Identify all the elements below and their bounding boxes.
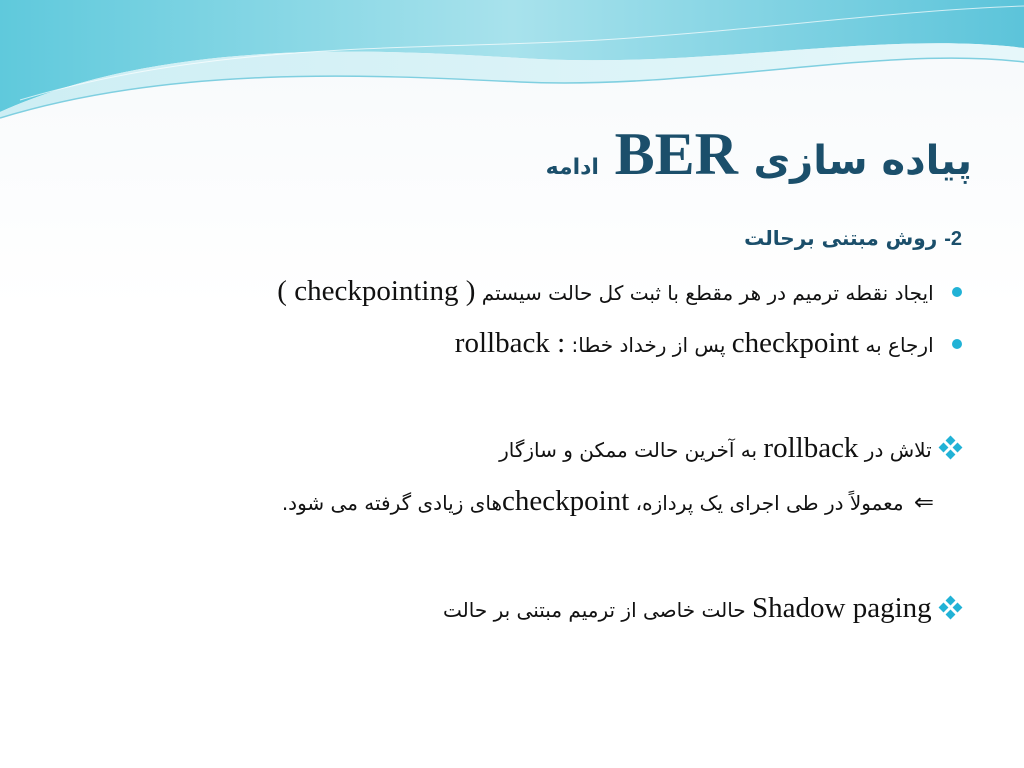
diamond-latin: Shadow paging — [752, 592, 932, 624]
bullet-text: ایجاد نقطه ترمیم در هر مقطع با ثبت کل حالت سیستم — [481, 281, 934, 305]
title-main: پیاده سازی — [753, 138, 972, 184]
note-line — [282, 485, 934, 518]
diamond-text: حالت خاصی از ترمیم مبتنی بر حالت — [443, 598, 746, 622]
bullet-item — [277, 275, 962, 308]
subheading-number: 2- — [944, 228, 962, 250]
note-text: های زیادی گرفته می شود. — [281, 491, 503, 515]
diamond-text: به آخرین حالت ممکن و سازگار — [499, 438, 758, 462]
diamond-text: تلاش در — [864, 438, 932, 462]
title-latin: BER — [614, 121, 738, 187]
bullet-item — [455, 327, 962, 360]
diamond-bullet-icon — [940, 437, 962, 459]
implies-arrow-icon: ⇐ — [913, 488, 934, 516]
note-latin: checkpoint — [502, 485, 630, 517]
diamond-item — [499, 432, 962, 465]
note-text: معمولاً در طی اجرای یک پردازه، — [635, 491, 904, 515]
header-wave-decoration — [0, 0, 1024, 130]
bullet-text: پس از رخداد خطا: — [571, 333, 726, 357]
bullet-latin: ( checkpointing ) — [277, 275, 476, 307]
subheading-text: روش مبتنی برحالت — [744, 226, 938, 250]
diamond-latin: rollback — [763, 432, 859, 464]
title-suffix: ادامه — [545, 155, 599, 180]
bullet-latin: checkpoint — [731, 327, 860, 359]
subheading — [744, 226, 962, 251]
diamond-bullet-icon — [940, 597, 962, 619]
dot-bullet-icon — [952, 339, 962, 349]
bullet-latin: : rollback — [454, 327, 566, 359]
bullet-text: ارجاع به — [865, 333, 934, 357]
diamond-item — [443, 592, 962, 625]
dot-bullet-icon — [952, 287, 962, 297]
slide-title — [546, 120, 972, 189]
